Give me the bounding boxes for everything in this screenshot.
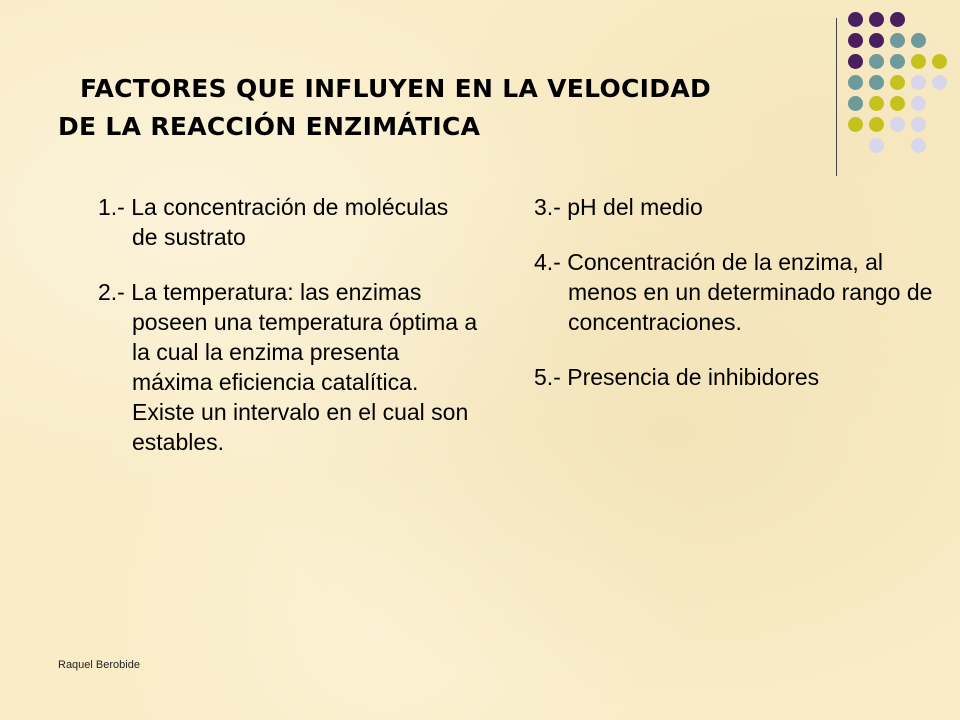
left-column bbox=[98, 192, 478, 457]
decorative-dot bbox=[848, 12, 863, 27]
list-item: 3.- pH del medio bbox=[534, 194, 703, 220]
decorative-dot bbox=[848, 117, 863, 132]
decorative-dot bbox=[890, 75, 905, 90]
slide-title bbox=[58, 70, 828, 146]
decorative-dot bbox=[848, 54, 863, 69]
decorative-dot bbox=[890, 33, 905, 48]
title-line-1: FACTORES QUE INFLUYEN EN LA VELOCIDAD bbox=[80, 74, 712, 103]
list-item: 5.- Presencia de inhibidores bbox=[534, 364, 820, 390]
list-item: 1.- La concentración de moléculas de sustrato bbox=[98, 194, 449, 250]
right-column bbox=[534, 192, 934, 392]
decorative-dot bbox=[911, 117, 926, 132]
decorative-dot bbox=[869, 12, 884, 27]
decorative-dot bbox=[911, 138, 926, 153]
decorative-dot-grid bbox=[848, 12, 958, 162]
decorative-dot bbox=[890, 54, 905, 69]
decorative-dot bbox=[869, 117, 884, 132]
decorative-dot bbox=[869, 75, 884, 90]
decorative-dot bbox=[911, 75, 926, 90]
decorative-dot bbox=[911, 33, 926, 48]
list-item: 2.- La temperatura: las enzimas poseen una temperatura óptima a la cual la enzima presenta máxima eficiencia catalítica. Existe un intervalo en el cual son estables. bbox=[98, 279, 478, 455]
footer-author: Raquel Berobide bbox=[58, 659, 140, 671]
list-item: 4.- Concentración de la enzima, al menos en un determinado rango de concentraciones. bbox=[534, 249, 933, 335]
decorative-dot bbox=[932, 54, 947, 69]
decorative-dot bbox=[848, 75, 863, 90]
decorative-dot bbox=[848, 33, 863, 48]
decorative-dot bbox=[869, 54, 884, 69]
decorative-dot bbox=[869, 33, 884, 48]
decorative-dot bbox=[932, 75, 947, 90]
decorative-vertical-line bbox=[836, 18, 837, 176]
decorative-dot bbox=[911, 96, 926, 111]
title-line-2: DE LA REACCIÓN ENZIMÁTICA bbox=[58, 112, 481, 141]
decorative-dot bbox=[869, 138, 884, 153]
decorative-dot bbox=[890, 117, 905, 132]
decorative-dot bbox=[890, 12, 905, 27]
decorative-dot bbox=[890, 96, 905, 111]
decorative-dot bbox=[911, 54, 926, 69]
decorative-dot bbox=[848, 96, 863, 111]
decorative-dot bbox=[869, 96, 884, 111]
